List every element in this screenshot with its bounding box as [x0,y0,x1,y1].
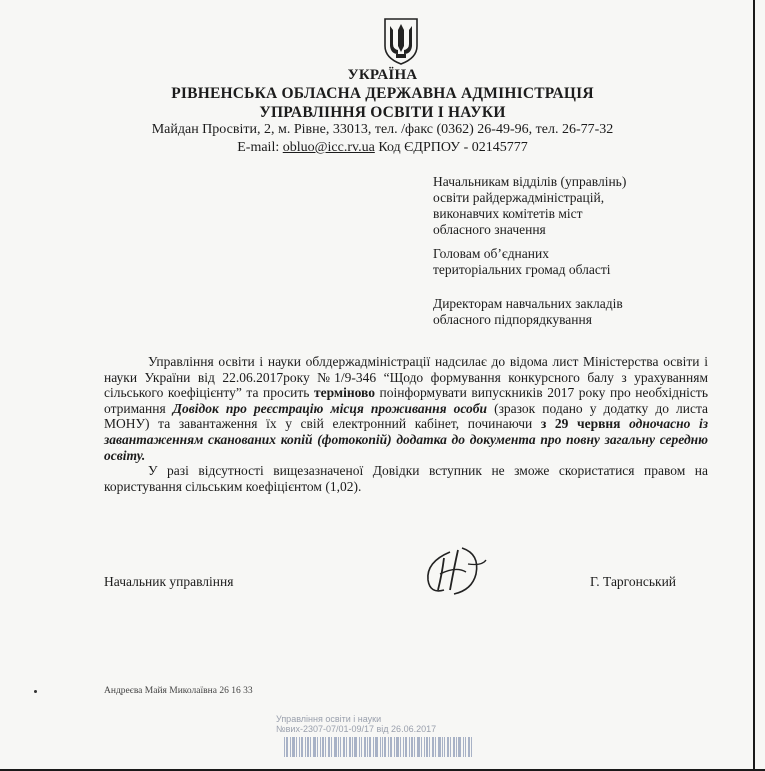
address-line: Майдан Просвіти, 2, м. Рівне, 33013, тел. /факс (0362) 26-49-96, тел. 26-77-32 [151,122,614,137]
department-title: УПРАВЛІННЯ ОСВІТИ І НАУКИ [259,104,506,121]
coat-of-arms-icon [381,16,421,66]
registration-stamp-line-1: Управління освіти і науки [276,714,382,724]
body-text: (зразок подано у додатку до листа МОНУ) та завантаження їх у свій електронний кабінет, починаючи [104,400,708,432]
body-bold-text: з 29 червня [540,416,621,432]
barcode-icon [284,737,474,757]
handwritten-signature [420,544,490,600]
body-bold-italic-text: одночасно із завантаженням сканованих копій (фотокопій) додатка до документа про повну загальну середню освіту. [104,416,708,463]
body-bold-italic-text: Довідок про реєстрацію місця проживання особи [172,400,488,416]
registration-stamp-line-2: №вих-2307-07/01-09/17 від 26.06.2017 [276,724,437,734]
recipient-line: обласного значення [433,222,546,237]
signatory-name: Г. Таргонський [590,574,677,589]
body-paragraph-2: У разі відсутності вищезазначеної Довідки вступник не зможе скористатися правом на користування сільським коефіцієнтом (1,02). [104,463,708,494]
letter-body [104,354,708,494]
recipient-line: обласного підпорядкування [433,312,592,327]
scan-speck [34,690,37,693]
body-text: Управління освіти і науки облдержадміністрації надсилає до відома лист Міністерства освіти і науки України від 22.06.2017року №1/9-346 “Щодо формування конкурсного балу з урахуванням сільського коефіцієнту” та просить [104,354,708,401]
recipient-line: територіальних громад області [433,262,611,277]
signatory-position: Начальник управління [104,574,234,589]
recipient-block-heads [433,174,733,238]
body-paragraph-1 [104,354,708,463]
email-prefix: E-mail: [237,140,280,155]
recipient-line: Директорам навчальних закладів [433,296,623,311]
email-link[interactable]: obluo@icc.rv.ua [282,140,375,155]
body-text: поінформувати випускників 2017 року про необхідність отримання [104,385,708,416]
recipient-block-communities [433,246,733,278]
recipient-block-directors [433,296,733,328]
recipient-line: Начальникам відділів (управлінь) [433,174,627,189]
contact-line [0,140,765,156]
recipient-line: виконавчих комітетів міст [433,206,583,221]
body-bold-text: терміново [313,385,375,401]
body-text [620,416,629,431]
country-title: УКРАЇНА [347,67,418,83]
administration-title: РІВНЕНСЬКА ОБЛАСНА ДЕРЖАВНА АДМІНІСТРАЦІЯ [171,85,594,102]
recipient-line: Головам об’єднаних [433,246,549,261]
executor-line: Андреєва Майя Миколаївна 26 16 33 [104,686,253,696]
edrpou-code: Код ЄДРПОУ - 02145777 [378,140,528,155]
recipient-line: освіти райдержадміністрацій, [433,190,605,205]
